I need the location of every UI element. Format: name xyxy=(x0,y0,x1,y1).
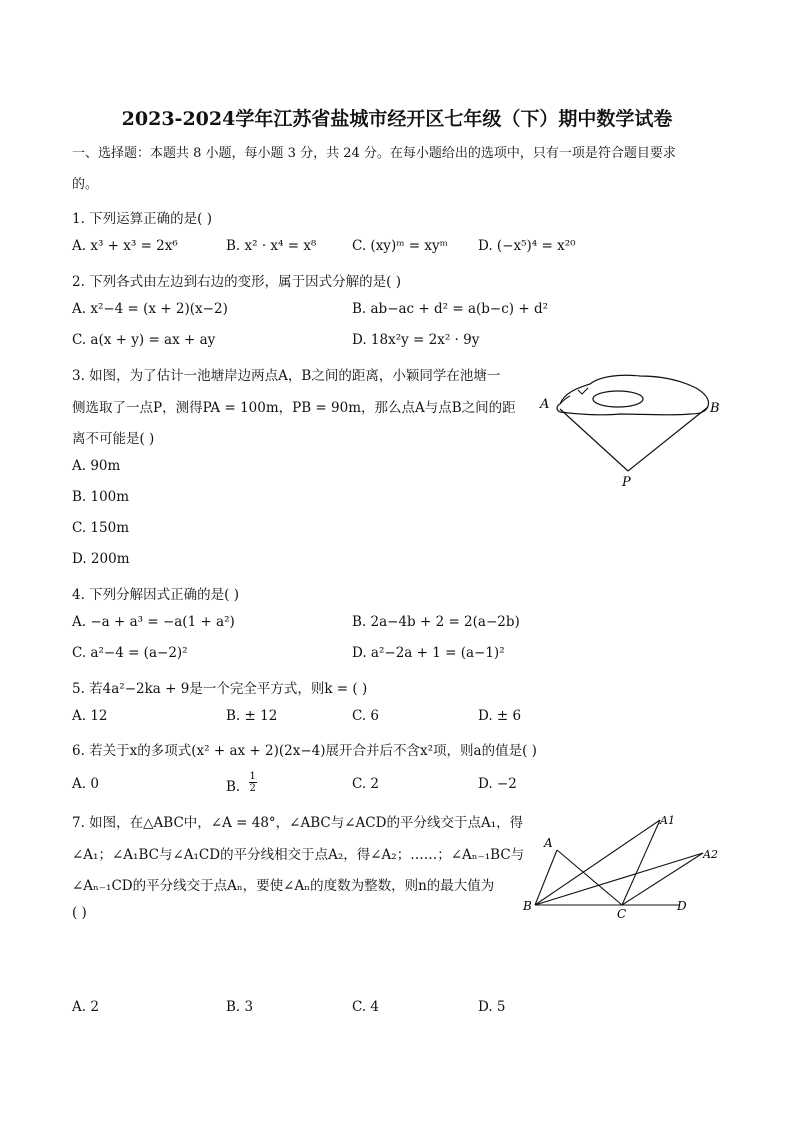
q1-stem: 1. 下列运算正确的是( ) xyxy=(72,211,212,227)
q1-option-a: A. x³ + x³ = 2x⁶ xyxy=(72,238,178,254)
section-heading-line2: 的。 xyxy=(72,177,99,192)
fraction-denominator: 2 xyxy=(249,783,256,794)
label-a1: A1 xyxy=(660,814,675,827)
q6-option-a: A. 0 xyxy=(72,776,99,792)
q7-option-c: C. 4 xyxy=(352,999,380,1015)
label-a: A xyxy=(544,836,553,850)
label-b: B xyxy=(710,401,720,416)
q3-option-a: A. 90m xyxy=(72,458,121,474)
q5-option-a: A. 12 xyxy=(72,708,108,724)
q7-option-d: D. 5 xyxy=(478,999,506,1015)
q3-pond-figure xyxy=(530,370,730,492)
label-b: B xyxy=(523,899,532,913)
line-ac xyxy=(557,850,622,905)
q3-option-d: D. 200m xyxy=(72,551,130,567)
q1-option-d: D. (−x⁵)⁴ = x²⁰ xyxy=(478,238,576,254)
q4-stem: 4. 下列分解因式正确的是( ) xyxy=(72,587,239,603)
q6-option-b xyxy=(226,771,257,794)
q1-option-c: C. (xy)ᵐ = xyᵐ xyxy=(352,238,448,254)
fraction-numerator: 1 xyxy=(249,771,256,782)
q3-option-c: C. 150m xyxy=(72,520,129,536)
q5-option-c: C. 6 xyxy=(352,708,380,724)
q6-option-d: D. −2 xyxy=(478,776,517,792)
q7-option-b: B. 3 xyxy=(226,999,254,1015)
line-ba2 xyxy=(535,853,703,905)
label-d: D xyxy=(677,899,687,913)
q6-option-c: C. 2 xyxy=(352,776,380,792)
q2-option-d: D. 18x²y = 2x² · 9y xyxy=(352,332,480,348)
section-heading-line1: 一、选择题：本题共 8 小题，每小题 3 分，共 24 分。在每小题给出的选项中，只有一项是符合题目要求 xyxy=(72,146,676,161)
q7-stem-line3: ∠Aₙ₋₁CD的平分线交于点Aₙ，要使∠Aₙ的度数为整数，则n的最大值为 xyxy=(72,878,495,894)
q5-option-d: D. ± 6 xyxy=(478,708,522,724)
q7-stem-line2: ∠A₁；∠A₁BC与∠A₁CD的平分线相交于点A₂，得∠A₂；……；∠Aₙ₋₁BC与 xyxy=(72,847,525,863)
label-p: P xyxy=(622,475,631,490)
line-pb xyxy=(628,407,708,471)
q4-option-b: B. 2a−4b + 2 = 2(a−2b) xyxy=(352,614,520,630)
q3-stem-line2: 侧选取了一点P，测得PA = 100m，PB = 90m，那么点A与点B之间的距 xyxy=(72,400,516,416)
q7-stem-line4: ( ) xyxy=(72,905,87,921)
page-title: 2023-2024学年江苏省盐城市经开区七年级（下）期中数学试卷 xyxy=(121,108,673,130)
q3-option-b: B. 100m xyxy=(72,489,130,505)
label-a2: A2 xyxy=(703,848,718,861)
label-a: A xyxy=(540,397,550,412)
q7-stem-line1: 7. 如图，在△ABC中，∠A = 48°，∠ABC与∠ACD的平分线交于点A₁，得 xyxy=(72,815,524,831)
q3-stem-line1: 3. 如图，为了估计一池塘岸边两点A，B之间的距离，小颖同学在池塘一 xyxy=(72,368,501,384)
q4-option-a: A. −a + a³ = −a(1 + a²) xyxy=(72,614,235,630)
q2-option-a: A. x²−4 = (x + 2)(x−2) xyxy=(72,301,228,317)
line-ba xyxy=(535,850,557,905)
q4-option-c: C. a²−4 = (a−2)² xyxy=(72,645,188,661)
q3-stem-line3: 离不可能是( ) xyxy=(72,431,155,447)
q7-triangle-figure xyxy=(515,808,725,923)
pond-island xyxy=(593,391,643,407)
pond-outline xyxy=(557,375,709,415)
q1-option-b: B. x² · x⁴ = x⁸ xyxy=(226,238,317,254)
q2-stem: 2. 下列各式由左边到右边的变形，属于因式分解的是( ) xyxy=(72,274,401,290)
q2-option-b: B. ab−ac + d² = a(b−c) + d² xyxy=(352,301,549,317)
q6-option-b-prefix: B. xyxy=(226,779,241,795)
q6-stem: 6. 若关于x的多项式(x² + ax + 2)(2x−4)展开合并后不含x²项，则a的值是( ) xyxy=(72,743,537,759)
q5-stem: 5. 若4a²−2ka + 9是一个完全平方式，则k = ( ) xyxy=(72,681,368,697)
q7-option-a: A. 2 xyxy=(72,999,99,1015)
q6-option-b-fraction xyxy=(249,771,257,794)
q4-option-d: D. a²−2a + 1 = (a−1)² xyxy=(352,645,505,661)
q5-option-b: B. ± 12 xyxy=(226,708,278,724)
line-pa xyxy=(560,409,628,471)
q2-option-c: C. a(x + y) = ax + ay xyxy=(72,332,216,348)
label-c: C xyxy=(617,907,627,921)
